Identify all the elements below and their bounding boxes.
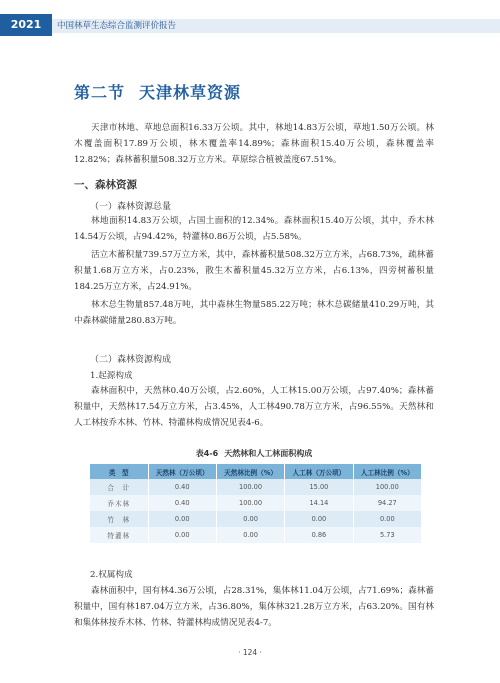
table-cell: 15.00 — [285, 479, 353, 495]
section-number: 第二节 — [74, 83, 126, 102]
table-cell: 0.86 — [285, 527, 353, 543]
table-title: 天然林和人工林面积构成 — [224, 449, 313, 458]
paragraph-forest-area: 林地面积14.83万公顷，占国土面积的12.34%。森林面积15.40万公顷，其中，乔木林14.54万公顷，占94.42%，特灌林0.86万公顷，占5.58%。 — [74, 216, 434, 242]
table-cell: 0.00 — [285, 511, 353, 527]
table-cell: 5.73 — [353, 527, 421, 543]
table-cell: 乔木林 — [90, 495, 148, 511]
paragraph-biomass: 林木总生物量857.48万吨，其中森林生物量585.22万吨；林木总碳储量410.29万吨，其中森林碳储量280.83万吨。 — [74, 300, 434, 326]
table-cell: 100.00 — [353, 479, 421, 495]
page-number: · 124 · — [238, 648, 262, 657]
table-cell: 0.00 — [148, 527, 216, 543]
paragraph-origin: 森林面积中，天然林0.40万公顷，占2.60%，人工林15.00万公顷，占97.40%；森林蓄积量中，天然林17.54万立方米，占3.45%，人工林490.78万立方米，占96.55%。天然林和人工林按乔木林、竹林、特灌林构成情况见表4-6。 — [74, 386, 434, 428]
column-header: 天然林比例（%） — [216, 464, 284, 479]
table-cell: 0.40 — [148, 479, 216, 495]
table-cell: 0.00 — [216, 511, 284, 527]
table-row — [90, 511, 422, 527]
header-title: 中国林草生态综合监测评价报告 — [57, 21, 177, 31]
table-row — [90, 479, 422, 495]
origin-table — [90, 464, 422, 543]
table-cell: 94.27 — [353, 495, 421, 511]
running-header — [0, 14, 500, 36]
intro-paragraph: 天津市林地、草地总面积16.33万公顷。其中，林地14.83万公顷，草地1.50万公顷。林木覆盖面积17.89万公顷，林木覆盖率14.89%；森林面积15.40万公顷，森林覆盖率12.82%；森林蓄积量508.32万立方米。草原综合植被盖度67.51%。 — [74, 123, 434, 165]
section-title — [74, 80, 241, 103]
table-cell: 竹 林 — [90, 511, 148, 527]
paragraph-standing-volume: 活立木蓄积量739.57万立方米，其中，森林蓄积量508.32万立方米，占68.73%，疏林蓄积量1.68万立方米，占0.23%，散生木蓄积量45.32万立方米，占6.13%，四旁树蓄积量184.25万立方米，占24.91%。 — [74, 250, 434, 292]
table-cell: 0.00 — [148, 511, 216, 527]
column-header: 人工林（万公顷） — [285, 464, 353, 479]
table-row — [90, 495, 422, 511]
table-cell: 14.14 — [285, 495, 353, 511]
table-cell: 合 计 — [90, 479, 148, 495]
table-cell: 特灌林 — [90, 527, 148, 543]
heading-forest-composition: （二）森林资源构成 — [90, 355, 172, 365]
table-row — [90, 527, 422, 543]
heading-forest-total: （一）森林资源总量 — [90, 202, 172, 212]
column-header: 天然林（万公顷） — [148, 464, 216, 479]
table-cell: 0.00 — [216, 527, 284, 543]
table-header-row — [90, 464, 422, 479]
section-name: 天津林草资源 — [139, 83, 242, 102]
table-cell: 0.00 — [353, 511, 421, 527]
heading-origin: 1.起源构成 — [90, 371, 133, 381]
heading-ownership: 2.权属构成 — [90, 570, 133, 580]
heading-forest-resources: 一、森林资源 — [74, 179, 137, 191]
column-header: 人工林比例（%） — [353, 464, 421, 479]
table-cell: 0.40 — [148, 495, 216, 511]
table-caption — [74, 448, 434, 459]
header-year: 2021 — [0, 14, 52, 36]
table-cell: 100.00 — [216, 479, 284, 495]
table-number: 表4-6 — [195, 449, 219, 458]
paragraph-ownership: 森林面积中，国有林4.36万公顷，占28.31%，集体林11.04万公顷，占71.69%；森林蓄积量中，国有林187.04万立方米，占36.80%，集体林321.28万立方米，占63.20%。国有林和集体林按乔木林、竹林、特灌林构成情况见表4-7。 — [74, 586, 434, 628]
column-header: 类 型 — [90, 464, 148, 479]
table-cell: 100.00 — [216, 495, 284, 511]
